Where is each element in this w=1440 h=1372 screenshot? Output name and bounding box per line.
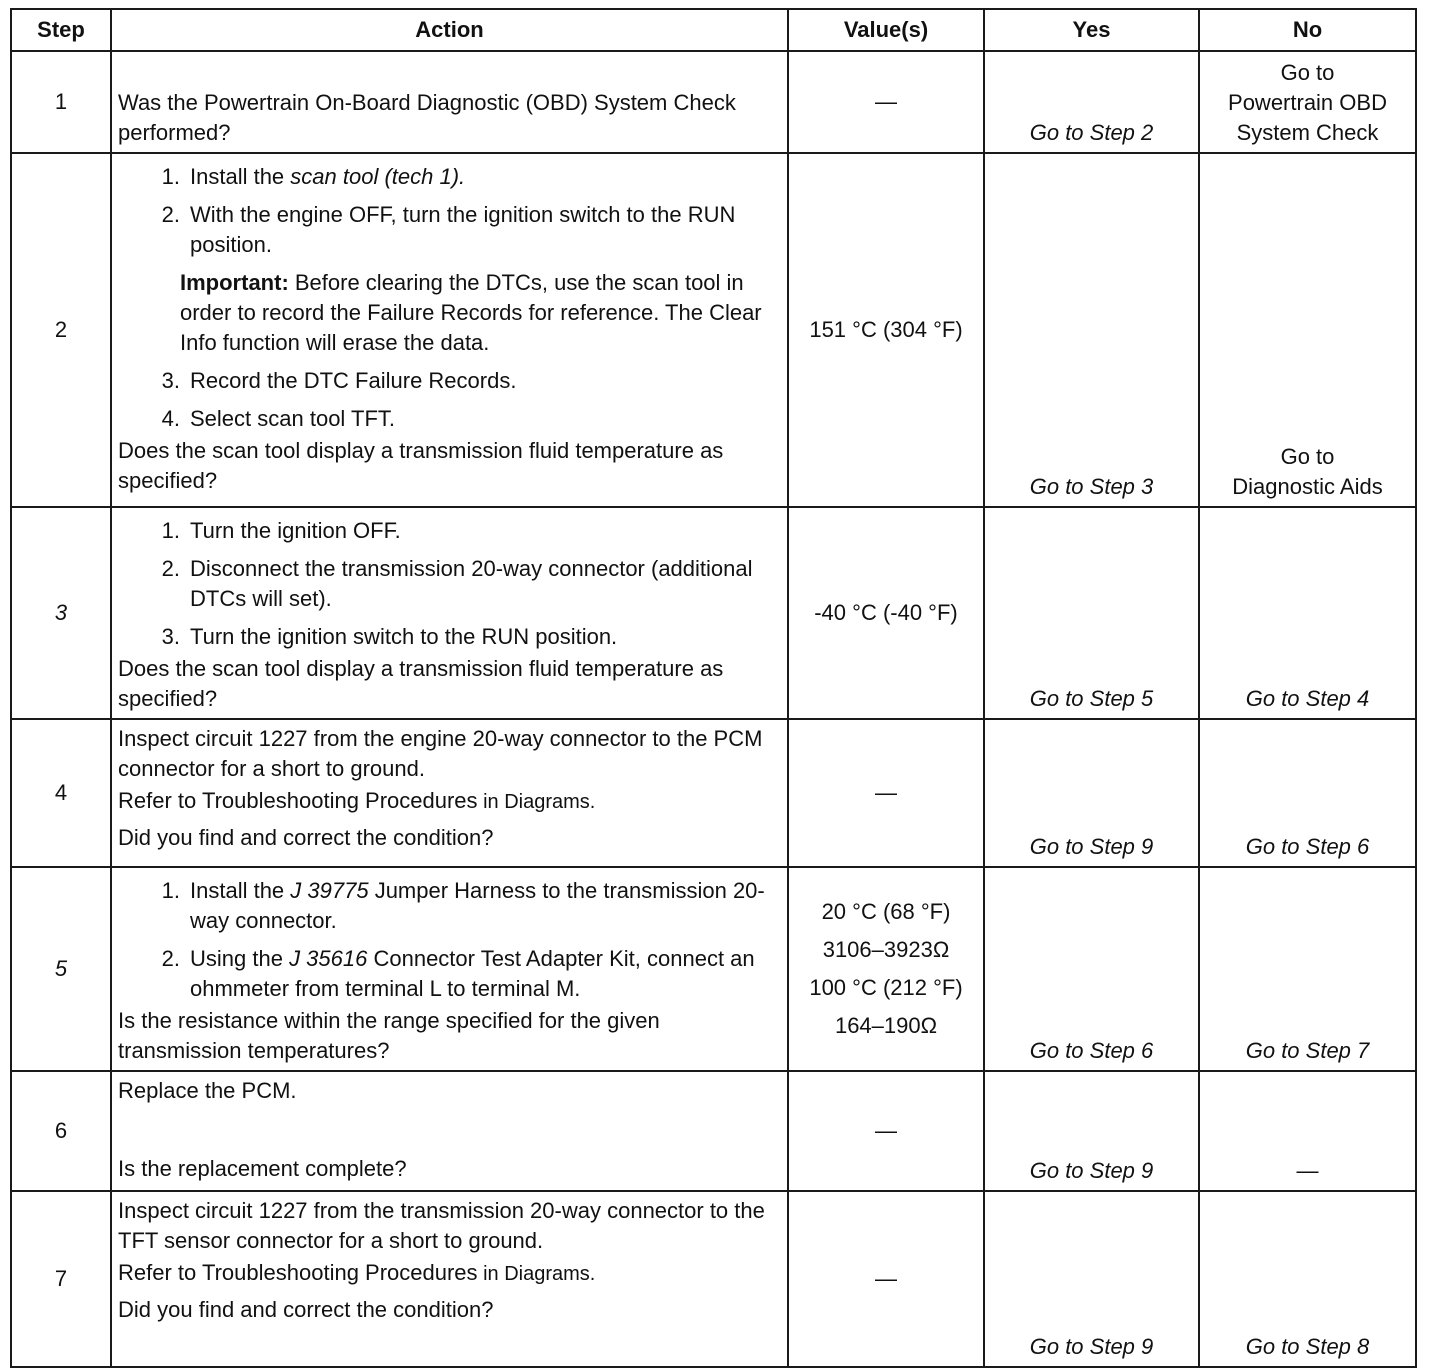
list-item bbox=[118, 516, 783, 546]
item-text: Using the bbox=[190, 946, 290, 971]
action-cell bbox=[111, 719, 788, 867]
item-text: Disconnect the transmission 20-way connector (additional DTCs will set). bbox=[190, 556, 753, 611]
step-number: 5 bbox=[11, 867, 111, 1071]
list-item bbox=[118, 366, 783, 396]
value-cell: 151 °C (304 °F) bbox=[788, 153, 984, 507]
yes-cell bbox=[984, 507, 1199, 719]
action-cell bbox=[111, 507, 788, 719]
yes-goto-link[interactable]: Go to Step 6 bbox=[1029, 1038, 1154, 1063]
yes-goto-link[interactable]: Go to Step 5 bbox=[1029, 686, 1154, 711]
reference-text bbox=[118, 786, 783, 817]
item-number: 3. bbox=[161, 624, 180, 649]
item-text: Turn the ignition OFF. bbox=[190, 518, 401, 543]
header-no: No bbox=[1199, 9, 1416, 51]
list-item bbox=[118, 876, 783, 936]
list-item bbox=[118, 944, 783, 1004]
value-cell bbox=[788, 867, 984, 1071]
value-cell: -40 °C (-40 °F) bbox=[788, 507, 984, 719]
no-line[interactable]: Powertrain OBD bbox=[1228, 90, 1387, 115]
no-line[interactable]: System Check bbox=[1236, 120, 1379, 145]
yes-cell bbox=[984, 867, 1199, 1071]
action-question: Was the Powertrain On-Board Diagnostic (OBD) System Check performed? bbox=[118, 90, 736, 145]
yes-goto-link[interactable]: Go to Step 9 bbox=[1029, 1158, 1154, 1183]
reference-main: Refer to Troubleshooting Procedures bbox=[118, 1260, 478, 1285]
item-emphasis: scan tool (tech 1). bbox=[290, 164, 466, 189]
action-cell bbox=[111, 1191, 788, 1367]
no-cell bbox=[1199, 1191, 1416, 1367]
no-goto-link[interactable]: Go to Step 8 bbox=[1245, 1334, 1370, 1359]
list-item bbox=[118, 162, 783, 192]
no-goto-link[interactable]: Go to Step 6 bbox=[1245, 834, 1370, 859]
yes-goto-link[interactable]: Go to Step 9 bbox=[1029, 834, 1154, 859]
table-row bbox=[11, 507, 1416, 719]
reference-text bbox=[118, 1258, 783, 1289]
item-text: With the engine OFF, turn the ignition switch to the RUN position. bbox=[190, 202, 736, 257]
action-question: Did you find and correct the condition? bbox=[118, 825, 494, 850]
action-question: Is the resistance within the range specified for the given transmission temperatures? bbox=[118, 1008, 660, 1063]
yes-cell bbox=[984, 51, 1199, 153]
table-row bbox=[11, 719, 1416, 867]
yes-cell bbox=[984, 1071, 1199, 1191]
action-question: Did you find and correct the condition? bbox=[118, 1297, 494, 1322]
item-text: Jumper Harness to the transmission 20-way connector. bbox=[190, 878, 765, 933]
no-goto-link[interactable]: Go to Step 4 bbox=[1245, 686, 1370, 711]
action-question: Does the scan tool display a transmission fluid temperature as specified? bbox=[118, 656, 724, 711]
action-question: Is the replacement complete? bbox=[118, 1156, 407, 1181]
item-text: Turn the ignition switch to the RUN position. bbox=[190, 624, 618, 649]
no-cell bbox=[1199, 1071, 1416, 1191]
note-text: Before clearing the DTCs, use the scan tool in order to record the Failure Records for reference. The Clear Info function will erase the data. bbox=[180, 270, 762, 355]
value-line: 3106–3923Ω bbox=[822, 937, 950, 962]
note-label: Important: bbox=[180, 270, 289, 295]
item-number: 2. bbox=[161, 946, 180, 971]
step-number: 3 bbox=[11, 507, 111, 719]
no-goto-link[interactable]: Go to Step 7 bbox=[1245, 1038, 1370, 1063]
item-text: Connector Test Adapter Kit, connect an ohmmeter from terminal L to terminal M. bbox=[190, 946, 755, 1001]
value-cell: — bbox=[788, 1191, 984, 1367]
no-cell bbox=[1199, 719, 1416, 867]
item-text: Install the bbox=[190, 878, 291, 903]
yes-cell bbox=[984, 153, 1199, 507]
table-row bbox=[11, 1191, 1416, 1367]
value-cell: — bbox=[788, 719, 984, 867]
yes-goto-link[interactable]: Go to Step 2 bbox=[1029, 120, 1154, 145]
inspect-text: Inspect circuit 1227 from the engine 20-way connector to the PCM connector for a short to ground. bbox=[118, 726, 763, 781]
value-cell: — bbox=[788, 51, 984, 153]
value-cell: — bbox=[788, 1071, 984, 1191]
no-line[interactable]: Go to bbox=[1280, 444, 1335, 469]
table-row bbox=[11, 153, 1416, 507]
item-number: 1. bbox=[161, 518, 180, 543]
no-cell bbox=[1199, 153, 1416, 507]
yes-goto-link[interactable]: Go to Step 9 bbox=[1029, 1334, 1154, 1359]
item-text: Record the DTC Failure Records. bbox=[190, 368, 517, 393]
important-note bbox=[118, 268, 783, 358]
inspect-text: Inspect circuit 1227 from the transmission 20-way connector to the TFT sensor connector for a short to ground. bbox=[118, 1198, 765, 1253]
step-number: 2 bbox=[11, 153, 111, 507]
header-row bbox=[11, 9, 1416, 51]
list-item bbox=[118, 404, 783, 434]
no-cell bbox=[1199, 507, 1416, 719]
yes-cell bbox=[984, 719, 1199, 867]
item-number: 3. bbox=[161, 368, 180, 393]
action-cell bbox=[111, 867, 788, 1071]
reference-main: Refer to Troubleshooting Procedures bbox=[118, 788, 478, 813]
reference-small: in Diagrams. bbox=[477, 791, 596, 813]
list-item bbox=[118, 622, 783, 652]
item-number: 4. bbox=[161, 406, 180, 431]
diagnostic-table bbox=[10, 8, 1417, 1368]
step-number: 7 bbox=[11, 1191, 111, 1367]
step-number: 4 bbox=[11, 719, 111, 867]
item-text: Select scan tool TFT. bbox=[190, 406, 396, 431]
no-value: — bbox=[1296, 1158, 1319, 1183]
action-text: Replace the PCM. bbox=[118, 1078, 297, 1103]
action-cell bbox=[111, 1071, 788, 1191]
table-row bbox=[11, 1071, 1416, 1191]
item-number: 2. bbox=[161, 556, 180, 581]
yes-cell bbox=[984, 1191, 1199, 1367]
table-row bbox=[11, 51, 1416, 153]
item-text: Install the bbox=[190, 164, 291, 189]
value-line: 100 °C (212 °F) bbox=[809, 975, 963, 1000]
action-question: Does the scan tool display a transmission fluid temperature as specified? bbox=[118, 438, 724, 493]
table-row bbox=[11, 867, 1416, 1071]
item-number: 2. bbox=[161, 202, 180, 227]
value-line: 20 °C (68 °F) bbox=[821, 899, 951, 924]
item-number: 1. bbox=[161, 878, 180, 903]
header-action: Action bbox=[111, 9, 788, 51]
header-yes: Yes bbox=[984, 9, 1199, 51]
header-step: Step bbox=[11, 9, 111, 51]
no-cell bbox=[1199, 51, 1416, 153]
header-values: Value(s) bbox=[788, 9, 984, 51]
step-number: 6 bbox=[11, 1071, 111, 1191]
no-line[interactable]: Diagnostic Aids bbox=[1232, 474, 1383, 499]
list-item bbox=[118, 200, 783, 260]
tool-part-number: J 35616 bbox=[289, 946, 368, 971]
tool-part-number: J 39775 bbox=[290, 878, 369, 903]
action-cell bbox=[111, 51, 788, 153]
yes-goto-link[interactable]: Go to Step 3 bbox=[1029, 474, 1154, 499]
value-line: 164–190Ω bbox=[834, 1013, 938, 1038]
item-number: 1. bbox=[161, 164, 180, 189]
no-line[interactable]: Go to bbox=[1280, 60, 1335, 85]
list-item bbox=[118, 554, 783, 614]
step-number: 1 bbox=[11, 51, 111, 153]
no-cell bbox=[1199, 867, 1416, 1071]
action-cell bbox=[111, 153, 788, 507]
reference-small: in Diagrams. bbox=[477, 1263, 596, 1285]
